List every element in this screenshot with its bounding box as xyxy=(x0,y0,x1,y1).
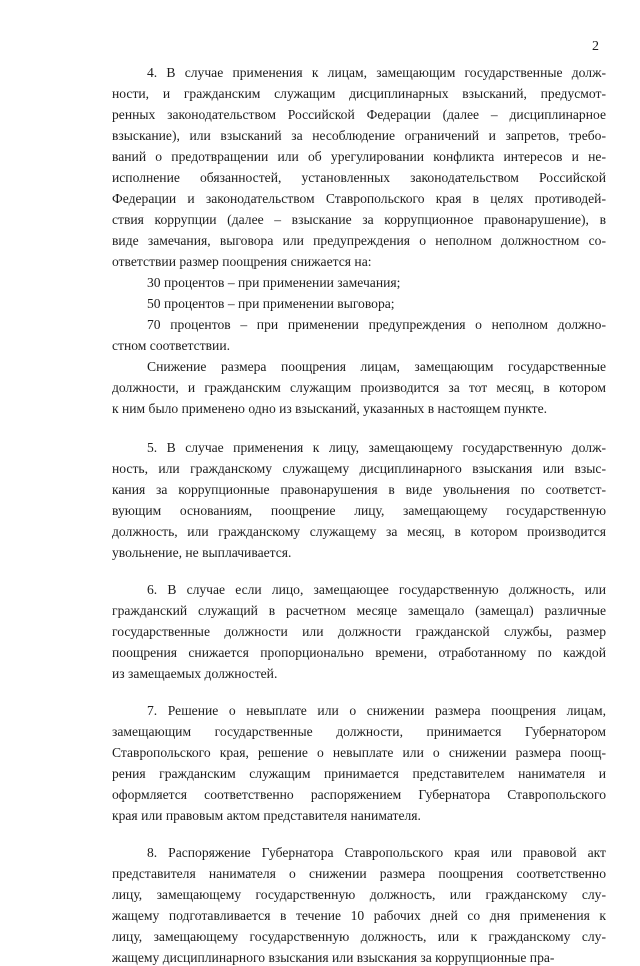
item-4-line: ренных законодательством Российской Федерации (далее – дисциплинарное xyxy=(112,107,606,122)
item-8-line: лицу, замещающему государственную должность, или гражданскому слу- xyxy=(112,887,606,902)
item-4-line: ствия коррупции (далее – взыскание за коррупционное правонарушение), в xyxy=(112,212,606,227)
item-6-line: гражданский служащий в расчетном месяце замещало (замещал) различные xyxy=(112,603,606,618)
list-item: 70 процентов – при применении предупреждения о неполном должно- xyxy=(147,317,606,332)
reduction-line: Снижение размера поощрения лицам, замещающим государственные xyxy=(147,359,606,374)
item-4-line: виде замечания, выговора или предупреждения о неполном должностном со- xyxy=(112,233,606,248)
item-8-line: представителя нанимателя о снижении размера поощрения соответственно xyxy=(112,866,606,881)
item-7-line: края или правовым актом представителя нанимателя. xyxy=(112,808,421,823)
item-7-line: оформляется соответственно распоряжением Губернатора Ставропольского xyxy=(112,787,606,802)
item-4-line: исполнение обязанностей, установленных законодательством Российской xyxy=(112,170,606,185)
page-number: 2 xyxy=(592,39,599,54)
list-item: 50 процентов – при применении выговора; xyxy=(147,296,395,311)
reduction-line: к ним было применено одно из взысканий, указанных в настоящем пункте. xyxy=(112,401,548,416)
item-4-line: Федерации и законодательством Ставропольского края в целях противодей- xyxy=(112,191,606,206)
item-5-line: 5. В случае применения к лицу, замещающему государственную долж- xyxy=(147,440,606,455)
list-item: стном соответствии. xyxy=(112,338,230,353)
item-6-line: из замещаемых должностей. xyxy=(112,666,278,681)
item-7-line: 7. Решение о невыплате или о снижении размера поощрения лицам, xyxy=(147,703,606,718)
item-5-line: должность, или гражданскому служащему за месяц, в котором производится xyxy=(112,524,606,539)
reduction-line: должности, и гражданским служащим производится за тот месяц, в котором xyxy=(112,380,606,395)
item-6-line: поощрения снижается пропорционально времени, отработанному по каждой xyxy=(112,645,606,660)
list-item: 30 процентов – при применении замечания; xyxy=(147,275,401,290)
item-8-line: жащему подготавливается в течение 10 рабочих дней со дня применения к xyxy=(112,908,606,923)
item-5-line: вующим основаниям, поощрение лицу, замещающему государственную xyxy=(112,503,606,518)
item-7-line: Ставропольского края, решение о невыплате или о снижении размера поощ- xyxy=(112,745,606,760)
item-5-line: кания за коррупционные правонарушения в виде увольнения по соответст- xyxy=(112,482,606,497)
item-4-line: взыскание), или взысканий за несоблюдение ограничений и запретов, требо- xyxy=(112,128,606,143)
item-8-line: лицу, замещающему государственную должность, или к гражданскому слу- xyxy=(112,929,606,944)
item-5-line: увольнение, не выплачивается. xyxy=(112,545,292,560)
item-8-line: жащему дисциплинарного взыскания или взыскания за коррупционные пра- xyxy=(112,950,555,965)
item-4-line: ности, и гражданским служащим дисциплинарных взысканий, предусмот- xyxy=(112,86,606,101)
item-4-line: ваний о предотвращении или об урегулировании конфликта интересов и не- xyxy=(112,149,606,164)
item-5-line: ность, или гражданскому служащему дисциплинарного взыскания или взыс- xyxy=(112,461,606,476)
item-7-line: замещающим государственные должности, принимается Губернатором xyxy=(112,724,606,739)
item-7-line: рения гражданским служащим принимается представителем нанимателя и xyxy=(112,766,606,781)
item-6-line: государственные должности или должности гражданской службы, размер xyxy=(112,624,606,639)
item-8-line: 8. Распоряжение Губернатора Ставропольского края или правовой акт xyxy=(147,845,606,860)
item-4-line: 4. В случае применения к лицам, замещающим государственные долж- xyxy=(147,65,606,80)
item-6-line: 6. В случае если лицо, замещающее государственную должность, или xyxy=(147,582,606,597)
item-4-line: ответствии размер поощрения снижается на: xyxy=(112,254,372,269)
